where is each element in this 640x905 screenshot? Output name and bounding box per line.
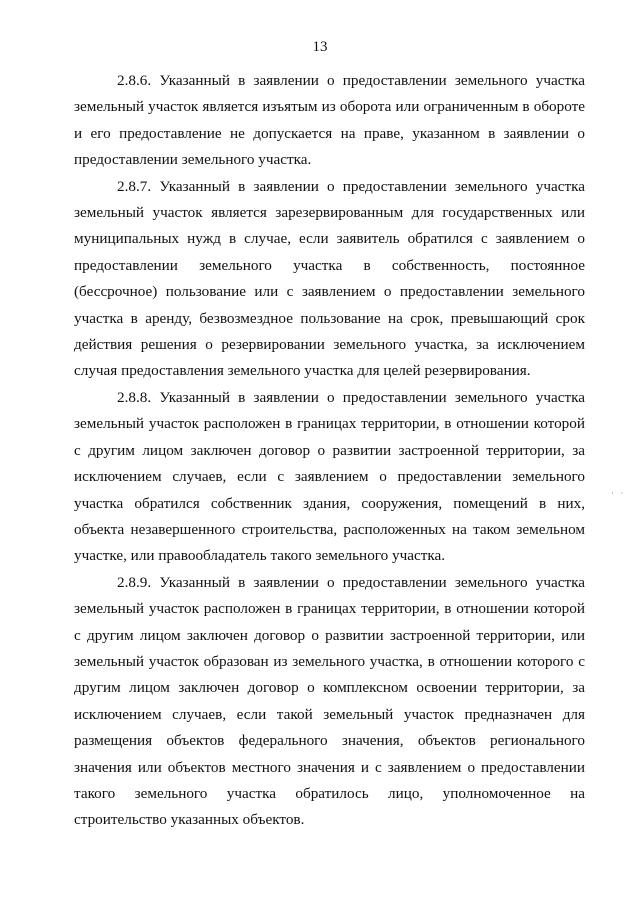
paragraph-2-8-6: 2.8.6. Указанный в заявлении о предоставлении земельного участка земельный участок является изъятым из оборота или ограниченным в обороте и его предоставление не допускается на праве, указанном в заявлении о предоставлении земельного участка. [74,72,585,169]
paragraph-2-8-7: 2.8.7. Указанный в заявлении о предоставлении земельного участка земельный участок является зарезервированным для государственных или муниципальных нужд в случае, если заявитель обратился с заявлением о предоставлении земельного участка в собственность, постоянное (бессрочное) пользование или с заявлением о предоставлении земельного участка в аренду, безвозмездное пользование на срок, превышающий срок действия решения о резервировании земельного участка, за исключением случая предоставления земельного участка для целей резервирования. [74,177,585,380]
document-body [74,68,585,834]
paragraph-2-8-8: 2.8.8. Указанный в заявлении о предоставлении земельного участка земельный участок расположен в границах территории, в отношении которой с другим лицом заключен договор о развитии застроенной территории, за исключением случаев, если с заявлением о предоставлении земельного участка обратился собственник здания, сооружения, помещений в них, объекта незавершенного строительства, расположенных на таком земельном участке, или правообладатель такого земельного участка. [74,388,585,565]
page-number: 13 [312,39,328,55]
paragraph-2-8-9: 2.8.9. Указанный в заявлении о предоставлении земельного участка земельный участок расположен в границах территории, в отношении которой с другим лицом заключен договор о развитии застроенной территории, или земельный участок образован из земельного участка, в отношении которого с другим лицом заключен договор о комплексном освоении территории, за исключением случаев, если такой земельный участок предназначен для размещения объектов федерального значения, объектов регионального значения или объектов местного значения и с заявлением о предоставлении такого земельного участка обратилось лицо, уполномоченное на строительство указанных объектов. [74,573,585,829]
scan-speck: · · [611,488,626,498]
